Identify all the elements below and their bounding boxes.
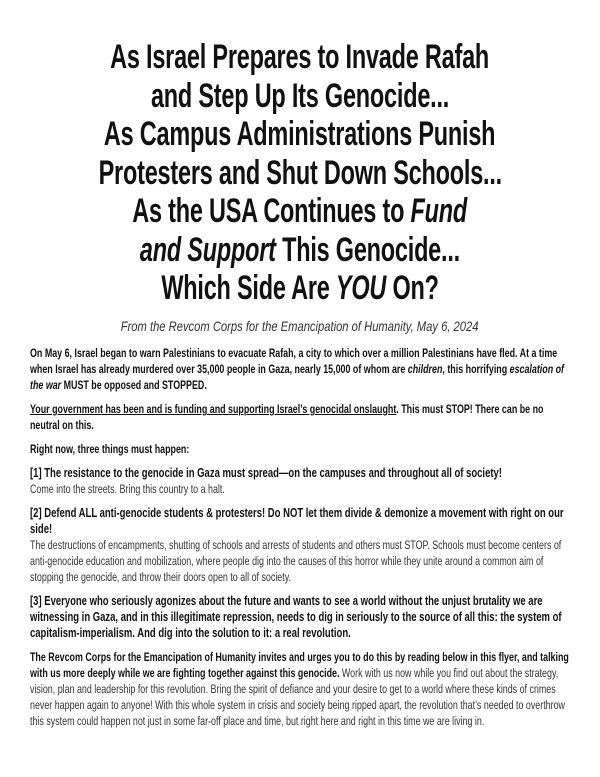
closing-text: Work with us now while you find out about the strategy, vision, plan and leadership for this revolution. Bring the spirit of defiance and your desire to get to a world where these kinds of crimes never happen again to anyone! With this whole system in crisis and society being ripped apart, the revolution that’s needed to overthrow this system could happen not just in some far-off place and time, but right here and right in this time we are living in. bbox=[30, 666, 565, 728]
byline-text: From the Revcom Corps for the Emancipation of Humanity, May 6, 2024 bbox=[121, 318, 479, 334]
three-things-heading: Right now, three things must happen: bbox=[30, 442, 190, 456]
text: On May 6, Israel began to warn Palestinians to evacuate Rafah, a city to which over a million Palestinians have fled. At a time when Israel has already murdered over 35,000 people in Gaza, nearly 15,000 of whom are bbox=[30, 346, 558, 376]
headline-text: Protesters and Shut Down Schools... bbox=[98, 153, 502, 192]
headline-emphasis: and Support bbox=[139, 230, 276, 269]
underlined-statement: Your government has been and is funding and supporting Israel’s genocidal onslaught bbox=[30, 402, 397, 416]
point-3 bbox=[30, 593, 570, 641]
government-paragraph bbox=[30, 401, 570, 433]
closing-paragraph bbox=[30, 649, 570, 729]
point-1 bbox=[30, 465, 570, 497]
headline-line bbox=[0, 38, 600, 77]
point-text: The destructions of encampments, shutting of schools and arrests of students and others must STOP. Schools must become centers of anti-genocide education and mobilization, where people dig into the causes of this horror while they unite around a common aim of stopping the genocide, and throw their doors open to all of society. bbox=[30, 538, 562, 584]
headline-text: As the USA Continues to bbox=[132, 192, 411, 230]
closing-bold: The Revcom Corps for the Emancipation of Humanity invites and urges you to do this by reading below in this flyer, and talking with us more deeply while we are fighting together against this genocide. bbox=[30, 650, 569, 680]
point-text: Come into the streets. Bring this country to a halt. bbox=[30, 482, 225, 496]
point-heading: [2] Defend ALL anti-genocide students & protesters! Do NOT let them divide & demonize a movement with right on our side! bbox=[30, 505, 564, 536]
article-body bbox=[30, 345, 570, 737]
headline-line bbox=[0, 154, 600, 193]
headline-text: This Genocide... bbox=[275, 230, 461, 269]
text: MUST be opposed and STOPPED. bbox=[61, 378, 207, 392]
headline-text: and Step Up Its Genocide... bbox=[150, 76, 450, 115]
headline-text: Which Side Are bbox=[161, 269, 336, 307]
text: . This must STOP! There can be no neutral on this. bbox=[30, 402, 544, 432]
emphasis: children bbox=[407, 362, 443, 376]
intro-paragraph bbox=[30, 345, 570, 393]
headline-text: As Israel Prepares to Invade Rafah bbox=[110, 38, 490, 76]
headline-line bbox=[0, 231, 600, 270]
point-heading: [1] The resistance to the genocide in Gaza must spread—on the campuses and throughout all of society! bbox=[30, 465, 502, 480]
headline-text: On? bbox=[386, 269, 439, 307]
headline bbox=[0, 38, 600, 308]
headline-emphasis: Fund bbox=[410, 192, 468, 230]
headline-line bbox=[0, 77, 600, 116]
text: , this horrifying bbox=[442, 362, 510, 376]
byline bbox=[0, 318, 600, 334]
headline-line bbox=[0, 269, 600, 308]
headline-text: As Campus Administrations Punish bbox=[104, 115, 496, 153]
point-2 bbox=[30, 505, 570, 585]
headline-line bbox=[0, 192, 600, 231]
headline-line bbox=[0, 115, 600, 154]
point-heading: [3] Everyone who seriously agonizes about the future and wants to see a world without the unjust brutality we are witnessing in Gaza, and in this illegitimate repression, needs to dig in seriously to the source of all this: the system of capitalism-imperialism. And dig into the solution to it: a real revolution. bbox=[30, 593, 562, 640]
headline-emphasis: YOU bbox=[335, 269, 387, 307]
emphasis: escalation of the war bbox=[30, 362, 565, 392]
